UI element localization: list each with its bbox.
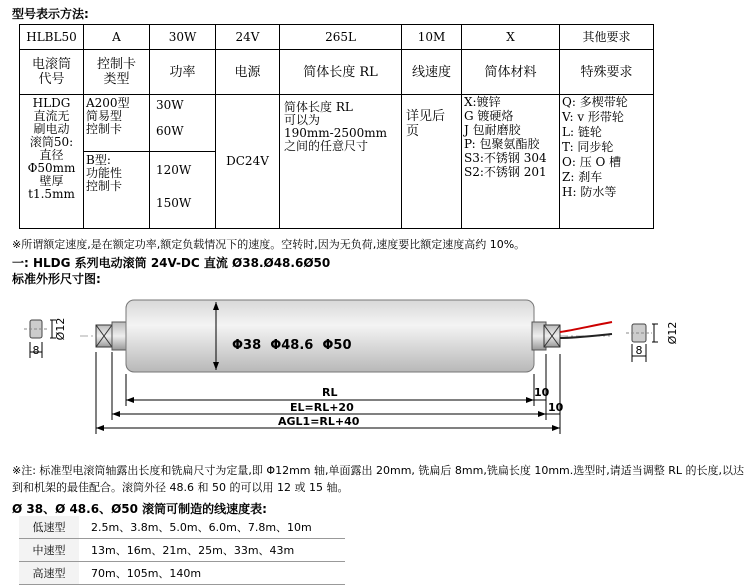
diameter-labels: Φ38 Φ48.6 Φ50 [232, 338, 352, 353]
power-detail [150, 95, 216, 229]
dim-el-label: EL=RL+20 [290, 401, 354, 414]
left-shaft-detail [24, 318, 67, 358]
code-cell: X [462, 25, 560, 50]
voltage-detail: DC24V [216, 95, 280, 229]
speed-values: 13m、16m、21m、25m、33m、43m [79, 539, 345, 562]
right-shaft-detail [626, 322, 679, 362]
label-cell: 功率 [150, 50, 216, 95]
section-title: 型号表示方法: [12, 7, 89, 21]
label-cell: 线速度 [402, 50, 462, 95]
dim8-left-label: 8 [32, 344, 40, 357]
power-option: 120W [150, 151, 215, 185]
speed-type-label: 低速型 [19, 516, 79, 539]
code-cell: 30W [150, 25, 216, 50]
table-row [19, 539, 345, 562]
length-detail: 简体长度 RL 可以为 190mm-2500mm 之间的任意尺寸 [280, 95, 402, 229]
code-cell: 24V [216, 25, 280, 50]
label-cell: 特殊要求 [560, 50, 654, 95]
model-spec-table [19, 24, 654, 229]
label-cell: 简体材料 [462, 50, 560, 95]
controller-b: B型: 功能性 控制卡 [84, 151, 149, 228]
label-cell: 电滚筒 代号 [20, 50, 84, 95]
label-cell: 简体长度 RL [280, 50, 402, 95]
speed-detail: 详见后 页 [402, 95, 462, 229]
power-option: 30W [156, 98, 184, 112]
roller-drawing [0, 282, 750, 460]
dim-rl-label: RL [322, 386, 338, 399]
speed-table [19, 516, 345, 585]
code-row [20, 25, 654, 50]
rated-speed-note: ※所谓额定速度,是在额定功率,额定负载情况下的速度。空转时,因为无负荷,速度要比额定速度高约 10%。 [12, 238, 526, 251]
phi12-left-label: Ø12 [54, 317, 67, 341]
material-detail: X:镀锌 G 镀硬烙 J 包耐磨胶 P: 包聚氨酯胶 S3:不锈钢 304 S2:不锈钢 201 [462, 95, 560, 229]
code-cell: 10M [402, 25, 462, 50]
phi12-right-label: Ø12 [666, 321, 679, 345]
dim-10b-label: 10 [548, 401, 564, 414]
speed-values: 2.5m、3.8m、5.0m、6.0m、7.8m、10m [79, 516, 345, 539]
speed-type-label: 中速型 [19, 539, 79, 562]
dim-10a-label: 10 [534, 386, 550, 399]
series-detail: HLDG 直流无 刷电动 滚筒50: 直径 Φ50mm 壁厚 t1.5mm [20, 95, 84, 229]
dim8-right-label: 8 [635, 344, 643, 357]
series-title: 一: HLDG 系列电动滚筒 24V-DC 直流 Ø38.Ø48.6Ø50 [12, 256, 331, 270]
power-option: 150W [156, 196, 192, 210]
speed-title: Ø 38、Ø 48.6、Ø50 滚筒可制造的线速度表: [12, 502, 267, 516]
label-cell: 电源 [216, 50, 280, 95]
roller-body [80, 300, 612, 372]
code-cell: A [84, 25, 150, 50]
detail-row [20, 95, 654, 229]
label-cell: 控制卡 类型 [84, 50, 150, 95]
special-detail: Q: 多楔带轮 V: v 形带轮 L: 链轮 T: 同步轮 O: 压 O 槽 Z: 刹车 H: 防水等 [560, 95, 654, 229]
dim-agl-label: AGL1=RL+40 [278, 415, 360, 428]
table-row [19, 562, 345, 585]
drawing-title: 标准外形尺寸图: [12, 272, 101, 286]
power-option: 60W [156, 124, 184, 138]
code-cell: 其他要求 [560, 25, 654, 50]
label-row [20, 50, 654, 95]
code-cell: 265L [280, 25, 402, 50]
table-row [19, 516, 345, 539]
code-cell: HLBL50 [20, 25, 84, 50]
speed-values: 70m、105m、140m [79, 562, 345, 585]
speed-type-label: 高速型 [19, 562, 79, 585]
shaft-note: ※注: 标准型电滚筒轴露出长度和铣扁尺寸为定量,即 Φ12mm 轴,单面露出 20mm, 铣扁后 8mm,铣扁长度 10mm.选型时,请适当调整 RL 的长度,以达到和机架的最佳配合。滚筒外径 48.6 和 50 的可以用 12 或 15 轴。 [12, 464, 745, 494]
controller-detail [84, 95, 150, 229]
controller-a: A200型 简易型 控制卡 [86, 96, 130, 136]
